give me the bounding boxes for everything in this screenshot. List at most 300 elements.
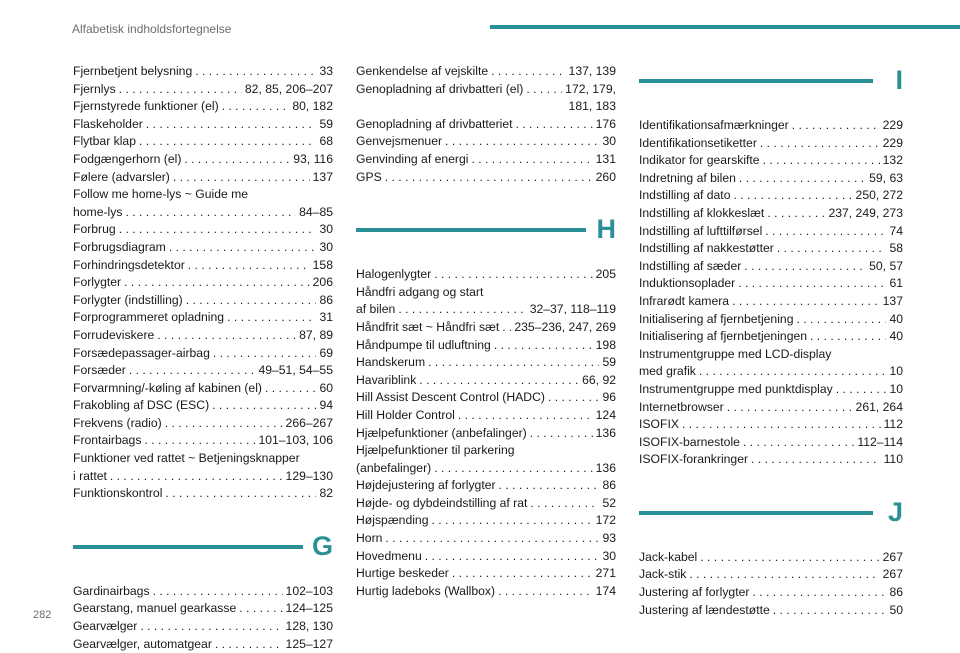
index-column-3 bbox=[639, 63, 903, 619]
dot-leader bbox=[169, 239, 317, 257]
index-entry-label: Halogenlygter bbox=[356, 267, 432, 282]
index-entry-line bbox=[73, 274, 333, 292]
index-entry bbox=[639, 328, 903, 346]
index-entry-line bbox=[639, 584, 903, 602]
index-entry-line bbox=[639, 451, 903, 469]
index-entry-page-ref: 93 bbox=[602, 531, 616, 546]
dot-leader bbox=[530, 495, 599, 513]
section-heading bbox=[356, 212, 616, 256]
section-divider-bar bbox=[356, 228, 586, 232]
dot-leader bbox=[184, 151, 290, 169]
index-entry-page-ref: 87, 89 bbox=[299, 327, 333, 342]
index-entry-label: GPS bbox=[356, 169, 382, 184]
index-entry-line bbox=[73, 116, 333, 134]
index-entry bbox=[639, 152, 903, 170]
index-entry-label: Fodgængerhorn (el) bbox=[73, 151, 182, 166]
index-entry bbox=[356, 63, 616, 81]
index-entry-line bbox=[73, 415, 333, 433]
index-entry-label: ISOFIX-forankringer bbox=[639, 452, 749, 467]
dot-leader bbox=[796, 311, 886, 329]
dot-leader bbox=[494, 337, 593, 355]
index-entry-label: Indstilling af sæder bbox=[639, 258, 742, 273]
index-entry-page-ref: 128, 130 bbox=[285, 619, 333, 634]
index-entry-label: ISOFIX-barnestole bbox=[639, 434, 740, 449]
index-entry bbox=[73, 415, 333, 433]
index-entry-page-ref: 158 bbox=[312, 257, 333, 272]
section-divider-bar bbox=[73, 545, 303, 549]
index-entry-page-ref: 58 bbox=[889, 241, 903, 256]
index-entry-label: Internetbrowser bbox=[639, 399, 724, 414]
index-entry-page-ref: 68 bbox=[319, 134, 333, 149]
index-entry bbox=[73, 309, 333, 327]
index-entry-page-ref: 40 bbox=[889, 311, 903, 326]
index-entry-line bbox=[73, 327, 333, 345]
index-entry-page-ref: 86 bbox=[319, 292, 333, 307]
index-entry-label: Genkendelse af vejskilte bbox=[356, 64, 489, 78]
index-entry-page-ref: 132 bbox=[882, 153, 903, 168]
index-entry-line bbox=[356, 495, 616, 513]
index-entry-page-ref: 74 bbox=[889, 223, 903, 238]
index-entry-label: Havariblink bbox=[356, 372, 417, 387]
index-entry-label: Gardinairbags bbox=[73, 583, 150, 598]
index-entry bbox=[73, 485, 333, 503]
index-entry-label: Forprogrammeret opladning bbox=[73, 310, 225, 325]
index-entry-page-ref: 205 bbox=[595, 267, 616, 282]
index-entry-page-ref: 267 bbox=[882, 549, 903, 564]
index-entry-line bbox=[73, 618, 333, 636]
index-entry-label: Forbrug bbox=[73, 222, 116, 237]
index-entry-label: Indikator for gearskifte bbox=[639, 153, 760, 168]
dot-leader bbox=[732, 293, 880, 311]
section-letter: H bbox=[596, 214, 616, 245]
index-entry-line bbox=[73, 151, 333, 169]
dot-leader bbox=[146, 116, 317, 134]
index-entry bbox=[639, 311, 903, 329]
index-entry bbox=[356, 151, 616, 169]
index-entry-label: Gearvælger, automatgear bbox=[73, 636, 212, 651]
index-entry-label: Justering af forlygter bbox=[639, 585, 750, 600]
index-entry bbox=[639, 187, 903, 205]
index-entry-page-ref: 50, 57 bbox=[869, 258, 903, 273]
index-entry-page-ref: 124–125 bbox=[285, 601, 333, 616]
dot-leader bbox=[165, 415, 283, 433]
section-letter: I bbox=[895, 65, 903, 95]
dot-leader bbox=[222, 98, 290, 116]
index-entry bbox=[639, 258, 903, 276]
dot-leader bbox=[385, 169, 593, 187]
index-entry bbox=[356, 169, 616, 187]
index-entry-label: Forsædepassager-airbag bbox=[73, 345, 210, 360]
index-entry bbox=[639, 399, 903, 417]
index-entry-label: Flytbar klap bbox=[73, 134, 136, 149]
index-entry-line bbox=[639, 275, 903, 293]
index-entry-line bbox=[73, 133, 333, 151]
index-entry-line bbox=[639, 152, 903, 170]
index-entry-page-ref: 82, 85, 206–207 bbox=[244, 81, 333, 96]
index-entry-label: Forvarmning/-køling af kabinen (el) bbox=[73, 380, 262, 395]
index-entry-page-ref: 206 bbox=[312, 275, 333, 290]
index-entry-page-ref: 59, 63 bbox=[869, 170, 903, 185]
index-entry-label: Følere (advarsler) bbox=[73, 169, 170, 184]
index-entry bbox=[73, 600, 333, 618]
index-entry-line bbox=[639, 328, 903, 346]
dot-leader bbox=[471, 151, 592, 169]
index-entry-label-line: Follow me home-lys ~ Guide me bbox=[73, 187, 249, 202]
index-entry-line bbox=[356, 116, 616, 134]
dot-leader bbox=[119, 81, 242, 99]
index-entry bbox=[356, 319, 616, 337]
index-entry-page-ref: 61 bbox=[889, 276, 903, 291]
section-divider-bar bbox=[639, 511, 873, 515]
index-entry bbox=[356, 266, 616, 284]
index-entry bbox=[639, 602, 903, 620]
index-entry-page-ref: 102–103 bbox=[285, 583, 333, 598]
index-entry bbox=[73, 327, 333, 345]
index-entry-page-ref: 52 bbox=[602, 495, 616, 510]
index-entry bbox=[73, 116, 333, 134]
dot-leader bbox=[810, 328, 886, 346]
dot-leader bbox=[227, 309, 316, 327]
dot-leader bbox=[700, 549, 879, 567]
index-entry bbox=[639, 346, 903, 381]
index-entry-page-ref: 137 bbox=[882, 293, 903, 308]
dot-leader bbox=[763, 152, 880, 170]
dot-leader bbox=[499, 477, 600, 495]
dot-leader bbox=[140, 618, 282, 636]
index-entry-line bbox=[73, 98, 333, 116]
index-entry bbox=[639, 275, 903, 293]
index-entry-label: Hill Assist Descent Control (HADC) bbox=[356, 390, 545, 405]
index-entry-label: Funktionskontrol bbox=[73, 486, 163, 501]
index-entry bbox=[73, 450, 333, 485]
dot-leader bbox=[195, 63, 316, 81]
index-entry bbox=[356, 583, 616, 601]
index-entry-page-ref: 82 bbox=[319, 486, 333, 501]
running-header-title: Alfabetisk indholdsfortegnelse bbox=[72, 22, 232, 36]
dot-leader bbox=[682, 416, 881, 434]
index-entry-line bbox=[639, 293, 903, 311]
index-entry bbox=[639, 381, 903, 399]
index-entry-line bbox=[639, 240, 903, 258]
index-entry-page-ref: 176 bbox=[595, 116, 616, 131]
dot-leader bbox=[425, 548, 600, 566]
index-entry-page-ref: 86 bbox=[889, 585, 903, 600]
index-entry-page-ref: 266–267 bbox=[285, 415, 333, 430]
index-entry-page-ref: 101–103, 106 bbox=[258, 433, 333, 448]
dot-leader bbox=[125, 204, 296, 222]
index-entry bbox=[73, 239, 333, 257]
index-entry-page-ref: 32–37, 118–119 bbox=[529, 302, 616, 317]
dot-leader bbox=[188, 257, 310, 275]
index-entry-line bbox=[639, 363, 903, 381]
index-entry-page-ref: 59 bbox=[319, 116, 333, 131]
dot-leader bbox=[129, 362, 256, 380]
index-entry-label: Frontairbags bbox=[73, 433, 142, 448]
dot-leader bbox=[498, 583, 593, 601]
section-heading bbox=[73, 529, 333, 573]
index-entry-line bbox=[356, 425, 616, 443]
index-entry bbox=[639, 117, 903, 135]
index-entry-page-ref: 40 bbox=[889, 329, 903, 344]
index-entry-line bbox=[73, 204, 333, 222]
index-entry bbox=[356, 133, 616, 151]
dot-leader bbox=[119, 221, 317, 239]
dot-leader bbox=[491, 63, 565, 81]
index-entry-line bbox=[356, 583, 616, 601]
index-entry-page-ref: 33 bbox=[319, 64, 333, 78]
dot-leader bbox=[516, 116, 593, 134]
index-entry-line bbox=[356, 548, 616, 566]
index-entry-page-ref: 112–114 bbox=[857, 434, 903, 449]
index-entry bbox=[356, 337, 616, 355]
dot-leader bbox=[165, 485, 316, 503]
index-entry-page-ref: 235–236, 247, 269 bbox=[514, 319, 616, 334]
index-entry-line bbox=[356, 372, 616, 390]
index-entry-line bbox=[73, 309, 333, 327]
index-entry-label: (anbefalinger) bbox=[356, 460, 432, 475]
index-entry-line bbox=[356, 301, 616, 319]
index-entry-line bbox=[73, 636, 333, 653]
index-entry-line bbox=[639, 135, 903, 153]
index-entry-label: Frakobling af DSC (ESC) bbox=[73, 398, 210, 413]
dot-leader bbox=[215, 636, 283, 653]
dot-leader bbox=[502, 319, 511, 337]
index-entry-page-ref: 94 bbox=[319, 398, 333, 413]
index-entry bbox=[73, 81, 333, 99]
index-entry-page-ref-continued: 181, 183 bbox=[568, 99, 616, 114]
index-entry-line bbox=[639, 258, 903, 276]
index-entry-page-ref: 93, 116 bbox=[293, 151, 333, 166]
index-entry-label: Højspænding bbox=[356, 513, 429, 528]
dot-leader bbox=[739, 170, 866, 188]
index-entry-page-ref: 96 bbox=[602, 390, 616, 405]
dot-leader bbox=[733, 187, 852, 205]
index-entry-page-ref: 84–85 bbox=[299, 204, 333, 219]
index-entry bbox=[639, 584, 903, 602]
index-entry-label: Jack-stik bbox=[639, 567, 687, 582]
index-entry-page-ref: 136 bbox=[595, 425, 616, 440]
index-entry-line bbox=[639, 434, 903, 452]
index-entry bbox=[356, 512, 616, 530]
dot-leader bbox=[773, 602, 887, 620]
index-entry-line bbox=[356, 63, 616, 81]
dot-leader bbox=[744, 258, 866, 276]
index-entry-line bbox=[356, 389, 616, 407]
index-entry-line bbox=[73, 239, 333, 257]
index-entry-line bbox=[356, 512, 616, 530]
index-entry-page-ref: 131 bbox=[595, 151, 616, 166]
index-entry-page-ref: 69 bbox=[319, 345, 333, 360]
section-heading bbox=[639, 63, 903, 107]
index-entry bbox=[356, 548, 616, 566]
index-entry-line bbox=[639, 311, 903, 329]
index-entry-page-ref: 112 bbox=[883, 417, 903, 432]
dot-leader bbox=[419, 372, 579, 390]
index-entry-line bbox=[356, 354, 616, 372]
index-entry-line bbox=[639, 566, 903, 584]
index-entry bbox=[356, 565, 616, 583]
index-entry-line bbox=[639, 602, 903, 620]
index-entry-line bbox=[356, 81, 616, 99]
index-entry-line bbox=[73, 583, 333, 601]
index-entry bbox=[356, 284, 616, 319]
index-entry-page-ref: 30 bbox=[602, 548, 616, 563]
dot-leader bbox=[760, 135, 880, 153]
index-entry-page-ref: 198 bbox=[595, 337, 616, 352]
section-divider-bar bbox=[639, 79, 873, 83]
dot-leader bbox=[434, 460, 592, 478]
index-entry bbox=[73, 345, 333, 363]
index-entry-line bbox=[639, 381, 903, 399]
index-entry-page-ref: 10 bbox=[889, 381, 903, 396]
index-entry-label: Fjernstyrede funktioner (el) bbox=[73, 99, 219, 114]
index-entry-label: Induktionsoplader bbox=[639, 276, 736, 291]
index-entry-page-ref: 137 bbox=[312, 169, 333, 184]
index-entry-line bbox=[639, 170, 903, 188]
section-heading bbox=[639, 495, 903, 539]
index-entry-page-ref: 237, 249, 273 bbox=[828, 205, 903, 220]
index-entry-page-ref: 31 bbox=[319, 310, 333, 325]
index-entry-page-ref: 174 bbox=[595, 583, 616, 598]
index-entry-line bbox=[356, 133, 616, 151]
dot-leader bbox=[398, 301, 526, 319]
index-entry bbox=[73, 380, 333, 398]
index-entry bbox=[73, 186, 333, 221]
index-entry-page-ref: 172 bbox=[595, 513, 616, 528]
index-entry bbox=[639, 170, 903, 188]
dot-leader bbox=[186, 292, 317, 310]
index-entry-label: Hurtige beskeder bbox=[356, 566, 449, 581]
index-entry-page-ref: 125–127 bbox=[285, 636, 333, 651]
index-entry bbox=[73, 432, 333, 450]
index-entry bbox=[639, 566, 903, 584]
index-entry-page-ref: 172, 179, bbox=[565, 81, 616, 96]
index-entry bbox=[356, 442, 616, 477]
index-entry-line bbox=[356, 565, 616, 583]
index-entry-label: Initialisering af fjernbetjeningen bbox=[639, 329, 808, 344]
index-entry-line bbox=[73, 81, 333, 99]
index-entry-line bbox=[73, 221, 333, 239]
index-entry-label: Identifikationsafmærkninger bbox=[639, 118, 789, 132]
index-entry bbox=[356, 477, 616, 495]
index-entry-label: Højde- og dybdeindstilling af rat bbox=[356, 495, 528, 510]
index-entry bbox=[639, 549, 903, 567]
index-entry-page-ref: 59 bbox=[602, 355, 616, 370]
index-entry-line bbox=[356, 266, 616, 284]
index-entry-label: Flaskeholder bbox=[73, 116, 143, 131]
index-entry bbox=[73, 397, 333, 415]
index-entry-page-ref: 136 bbox=[595, 460, 616, 475]
index-entry-line bbox=[73, 600, 333, 618]
index-entry-label: Højdejustering af forlygter bbox=[356, 478, 496, 493]
index-entry-label: Horn bbox=[356, 531, 383, 546]
dot-leader bbox=[752, 584, 886, 602]
index-entry bbox=[356, 372, 616, 390]
index-entry-label: Indstilling af nakkestøtter bbox=[639, 241, 774, 256]
dot-leader bbox=[445, 133, 599, 151]
dot-leader bbox=[157, 327, 296, 345]
index-entry-label: Infrarødt kamera bbox=[639, 293, 730, 308]
index-entry-page-ref: 30 bbox=[319, 239, 333, 254]
index-entry-label: Genvinding af energi bbox=[356, 151, 469, 166]
dot-leader bbox=[428, 354, 599, 372]
dot-leader bbox=[699, 363, 887, 381]
index-entry bbox=[73, 257, 333, 275]
index-entry bbox=[73, 98, 333, 116]
index-entry bbox=[356, 116, 616, 134]
index-entry bbox=[639, 223, 903, 241]
dot-leader bbox=[738, 275, 886, 293]
dot-leader bbox=[526, 81, 562, 99]
index-entry bbox=[73, 151, 333, 169]
index-entry-label: Indstilling af dato bbox=[639, 188, 731, 203]
index-entry-line bbox=[73, 397, 333, 415]
dot-leader bbox=[548, 389, 599, 407]
index-entry-label: Indstilling af lufttilførsel bbox=[639, 223, 763, 238]
index-entry-page-ref: 267 bbox=[882, 567, 903, 582]
index-entry bbox=[73, 169, 333, 187]
dot-leader bbox=[110, 468, 283, 486]
index-entry-line bbox=[73, 257, 333, 275]
index-entry bbox=[356, 354, 616, 372]
index-entry-label: Frekvens (radio) bbox=[73, 415, 162, 430]
index-entry-label: Identifikationsetiketter bbox=[639, 135, 757, 150]
header-accent-bar bbox=[490, 25, 960, 29]
dot-leader bbox=[727, 399, 853, 417]
index-entry-line bbox=[639, 117, 903, 135]
index-entry-line bbox=[356, 169, 616, 187]
page-number: 282 bbox=[33, 609, 52, 621]
index-entry-page-ref: 271 bbox=[595, 566, 616, 581]
dot-leader bbox=[431, 512, 592, 530]
index-entry-label: Justering af lændestøtte bbox=[639, 602, 770, 617]
index-entry-page-ref: 250, 272 bbox=[855, 188, 903, 203]
index-entry-label: med grafik bbox=[639, 364, 696, 379]
index-entry-page-ref: 229 bbox=[882, 135, 903, 150]
index-entry-line bbox=[73, 380, 333, 398]
index-entry-label: af bilen bbox=[356, 302, 396, 317]
index-entry bbox=[73, 63, 333, 81]
index-entry-label: ISOFIX bbox=[639, 417, 679, 432]
index-entry-line bbox=[639, 187, 903, 205]
dot-leader bbox=[836, 381, 887, 399]
index-entry-page-ref: 86 bbox=[602, 478, 616, 493]
index-entry bbox=[356, 81, 616, 116]
index-entry bbox=[356, 407, 616, 425]
index-entry-label: Forlygter bbox=[73, 275, 122, 290]
dot-leader bbox=[212, 397, 316, 415]
index-entry-label: Genvejsmenuer bbox=[356, 134, 443, 149]
index-entry-label: Hovedmenu bbox=[356, 548, 422, 563]
dot-leader bbox=[777, 240, 887, 258]
index-entry bbox=[356, 495, 616, 513]
index-entry-line bbox=[73, 362, 333, 380]
index-entry-line bbox=[73, 468, 333, 486]
index-entry bbox=[639, 451, 903, 469]
dot-leader bbox=[139, 133, 316, 151]
index-entry-line bbox=[639, 399, 903, 417]
index-entry-line bbox=[356, 337, 616, 355]
dot-leader bbox=[385, 530, 599, 548]
index-entry-page-ref: 229 bbox=[882, 118, 903, 132]
index-entry-page-ref: 50 bbox=[889, 602, 903, 617]
index-entry bbox=[356, 530, 616, 548]
index-entry-page-ref: 124 bbox=[595, 407, 616, 422]
index-entry-line bbox=[356, 530, 616, 548]
dot-leader bbox=[144, 432, 255, 450]
index-entry-line bbox=[73, 63, 333, 81]
index-entry bbox=[356, 425, 616, 443]
